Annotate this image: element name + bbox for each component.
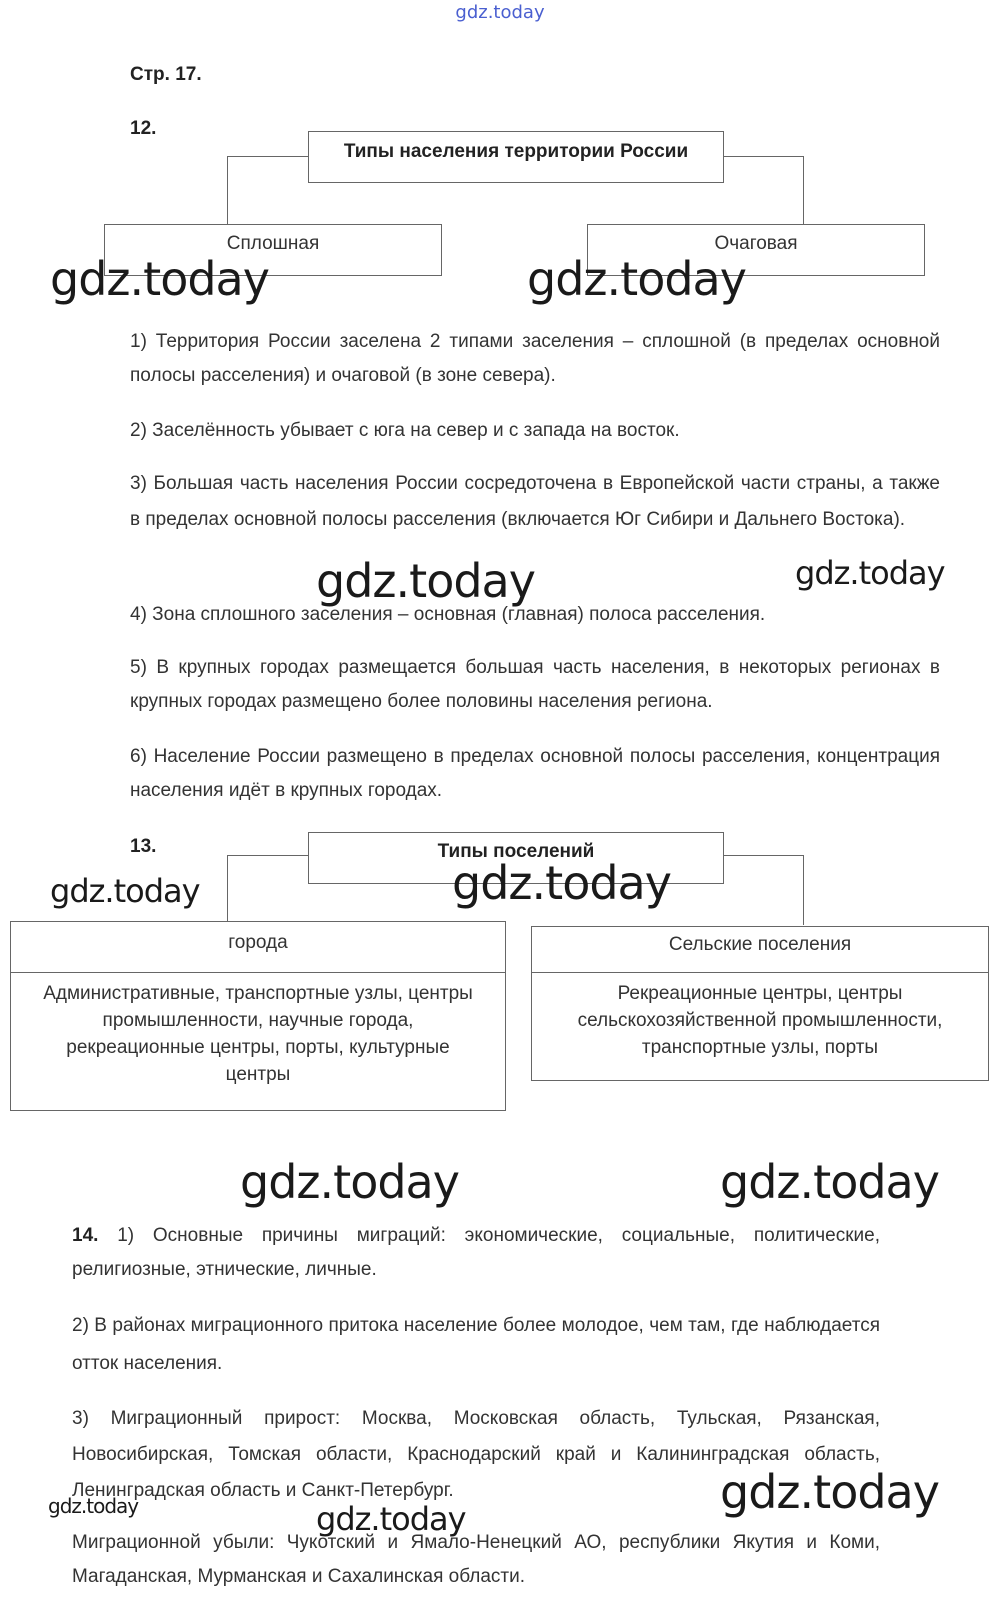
divider <box>10 972 506 973</box>
page-reference: Стр. 17. <box>130 64 202 85</box>
cities-title: города <box>228 932 288 953</box>
task-13-number: 13. <box>130 836 157 857</box>
rural-description: Рекреационные центры, центры сельскохозяйственной промышленности, транспортные узлы, порты <box>577 983 943 1058</box>
connector <box>227 156 308 157</box>
watermark: gdz.today <box>795 554 945 592</box>
connector <box>803 855 804 925</box>
divider <box>531 972 989 973</box>
rural-title: Сельские поселения <box>668 934 852 955</box>
task-14-text-1: 1) Основные причины миграций: экономические, социальные, политические, религиозные, этнические, личные. <box>72 1225 881 1280</box>
task-12-paragraph-1: 1) Территория России заселена 2 типами заселения – сплошной (в пределах основной полосы расселения) и очаговой (в зоне севера). <box>130 331 940 386</box>
task-12-number: 12. <box>130 118 157 139</box>
watermark: gdz.today <box>50 872 200 910</box>
task-14-paragraph-4: Миграционной убыли: Чукотский и Ямало-Ненецкий АО, республики Якутия и Коми, Магаданская, Мурманская и Сахалинская области. <box>72 1532 880 1587</box>
watermark: gdz.today <box>720 1465 939 1519</box>
watermark: gdz.today <box>316 554 535 608</box>
cities-description: Административные, транспортные узлы, центры промышленности, научные города, рекреационные центры, порты, культурные центры <box>43 983 473 1085</box>
task-14-paragraph-1 <box>72 1219 880 1287</box>
watermark: gdz.today <box>316 1500 466 1538</box>
diagram-left-label: Сплошная <box>226 233 320 254</box>
task-12-paragraph-4: 4) Зона сплошного заселения – основная (главная) полоса расселения. <box>130 604 766 625</box>
task-14-number: 14. <box>72 1225 99 1246</box>
watermark: gdz.today <box>720 1155 939 1209</box>
diagram-root-label: Типы населения территории России <box>343 141 689 162</box>
connector <box>724 156 803 157</box>
connector <box>803 156 804 224</box>
watermark: gdz.today <box>50 252 269 306</box>
task-14-paragraph-3: 3) Миграционный прирост: Москва, Московская область, Тульская, Рязанская, Новосибирская, Томская области, Краснодарский край и Калининградская область, Ленинградская область и Санкт-Петербург. <box>72 1408 880 1501</box>
task-12-paragraph-3: 3) Большая часть населения России сосредоточена в Европейской части страны, а также в пределах основной полосы расселения (включается Юг Сибири и Дальнего Востока). <box>130 473 940 530</box>
task-12-paragraph-6: 6) Население России размещено в пределах основной полосы расселения, концентрация населения идёт в крупных городах. <box>130 746 940 801</box>
watermark: gdz.today <box>48 1494 139 1518</box>
watermark: gdz.today <box>452 856 671 910</box>
diagram-right-label: Очаговая <box>714 233 798 254</box>
connector <box>227 156 228 224</box>
watermark: gdz.today <box>240 1155 459 1209</box>
connector <box>227 855 228 921</box>
connector <box>724 855 803 856</box>
task-14-paragraph-2: 2) В районах миграционного притока население более молодое, чем там, где наблюдается отток населения. <box>72 1315 880 1374</box>
task-12-paragraph-2: 2) Заселённость убывает с юга на север и с запада на восток. <box>130 420 680 441</box>
connector <box>227 855 308 856</box>
watermark: gdz.today <box>527 252 746 306</box>
task-12-paragraph-5: 5) В крупных городах размещается большая часть населения, в некоторых регионах в крупных городах размещено более половины населения региона. <box>130 657 940 712</box>
top-watermark: gdz.today <box>455 2 545 23</box>
diagram-root-label: Типы поселений <box>437 841 595 862</box>
